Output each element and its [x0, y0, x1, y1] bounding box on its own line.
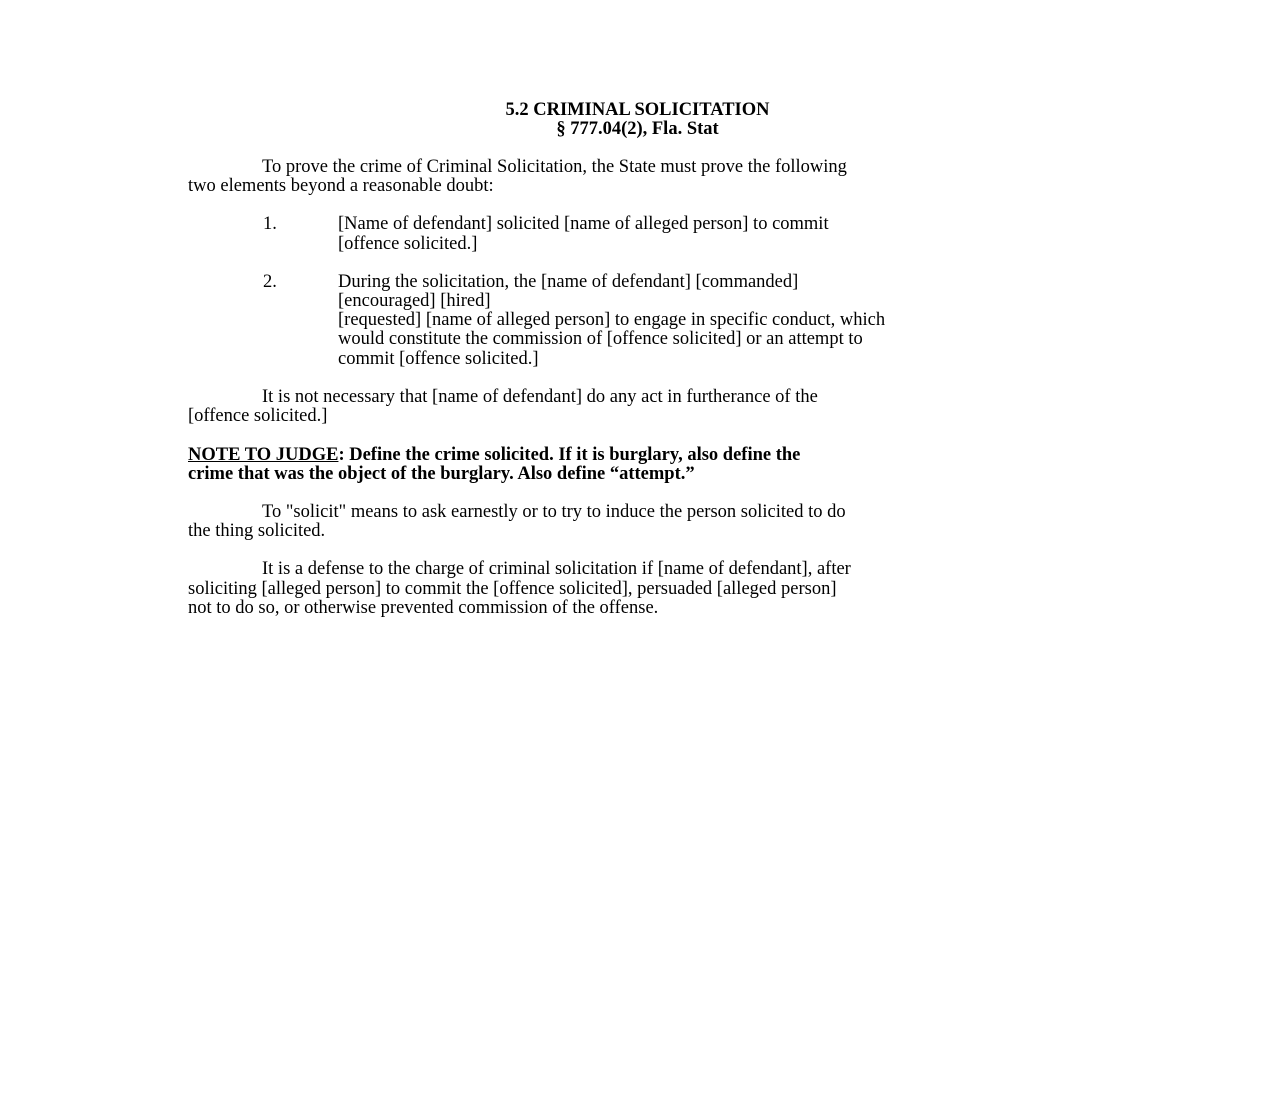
element-1-line-2: [offence solicited.] — [338, 234, 478, 254]
element-1-number: 1. — [263, 214, 277, 234]
note-to-judge-line-2: crime that was the object of the burglary. Also define “attempt.” — [188, 464, 695, 484]
element-2-line-2: [encouraged] [hired] — [338, 291, 491, 311]
solicit-definition-line-1: To "solicit" means to ask earnestly or to try to induce the person solicited to do — [262, 502, 846, 522]
element-2-number: 2. — [263, 272, 277, 292]
note-to-judge-line-1 — [188, 445, 800, 465]
element-2-line-4: would constitute the commission of [offence solicited] or an attempt to — [338, 329, 863, 349]
element-2-line-3: [requested] [name of alleged person] to engage in specific conduct, which — [338, 310, 886, 330]
element-2-line-5: commit [offence solicited.] — [338, 349, 539, 369]
statute-reference: § 777.04(2), Fla. Stat — [556, 119, 719, 139]
defense-line-3: not to do so, or otherwise prevented commission of the offense. — [188, 598, 659, 618]
document-title: 5.2 CRIMINAL SOLICITATION — [505, 100, 770, 120]
note-to-judge-label: NOTE TO JUDGE — [188, 445, 339, 465]
intro-line-2: two elements beyond a reasonable doubt: — [188, 176, 494, 196]
not-necessary-line-1: It is not necessary that [name of defendant] do any act in furtherance of the — [262, 387, 818, 407]
element-2-line-1: During the solicitation, the [name of defendant] [commanded] — [338, 272, 799, 292]
not-necessary-line-2: [offence solicited.] — [188, 406, 328, 426]
note-to-judge-text: : Define the crime solicited. If it is burglary, also define the — [338, 445, 801, 465]
element-1-line-1: [Name of defendant] solicited [name of alleged person] to commit — [338, 214, 829, 234]
intro-line-1: To prove the crime of Criminal Solicitation, the State must prove the following — [262, 157, 847, 177]
defense-line-1: It is a defense to the charge of criminal solicitation if [name of defendant], after — [262, 559, 851, 579]
solicit-definition-line-2: the thing solicited. — [188, 521, 326, 541]
defense-line-2: soliciting [alleged person] to commit the [offence solicited], persuaded [alleged person] — [188, 579, 837, 599]
